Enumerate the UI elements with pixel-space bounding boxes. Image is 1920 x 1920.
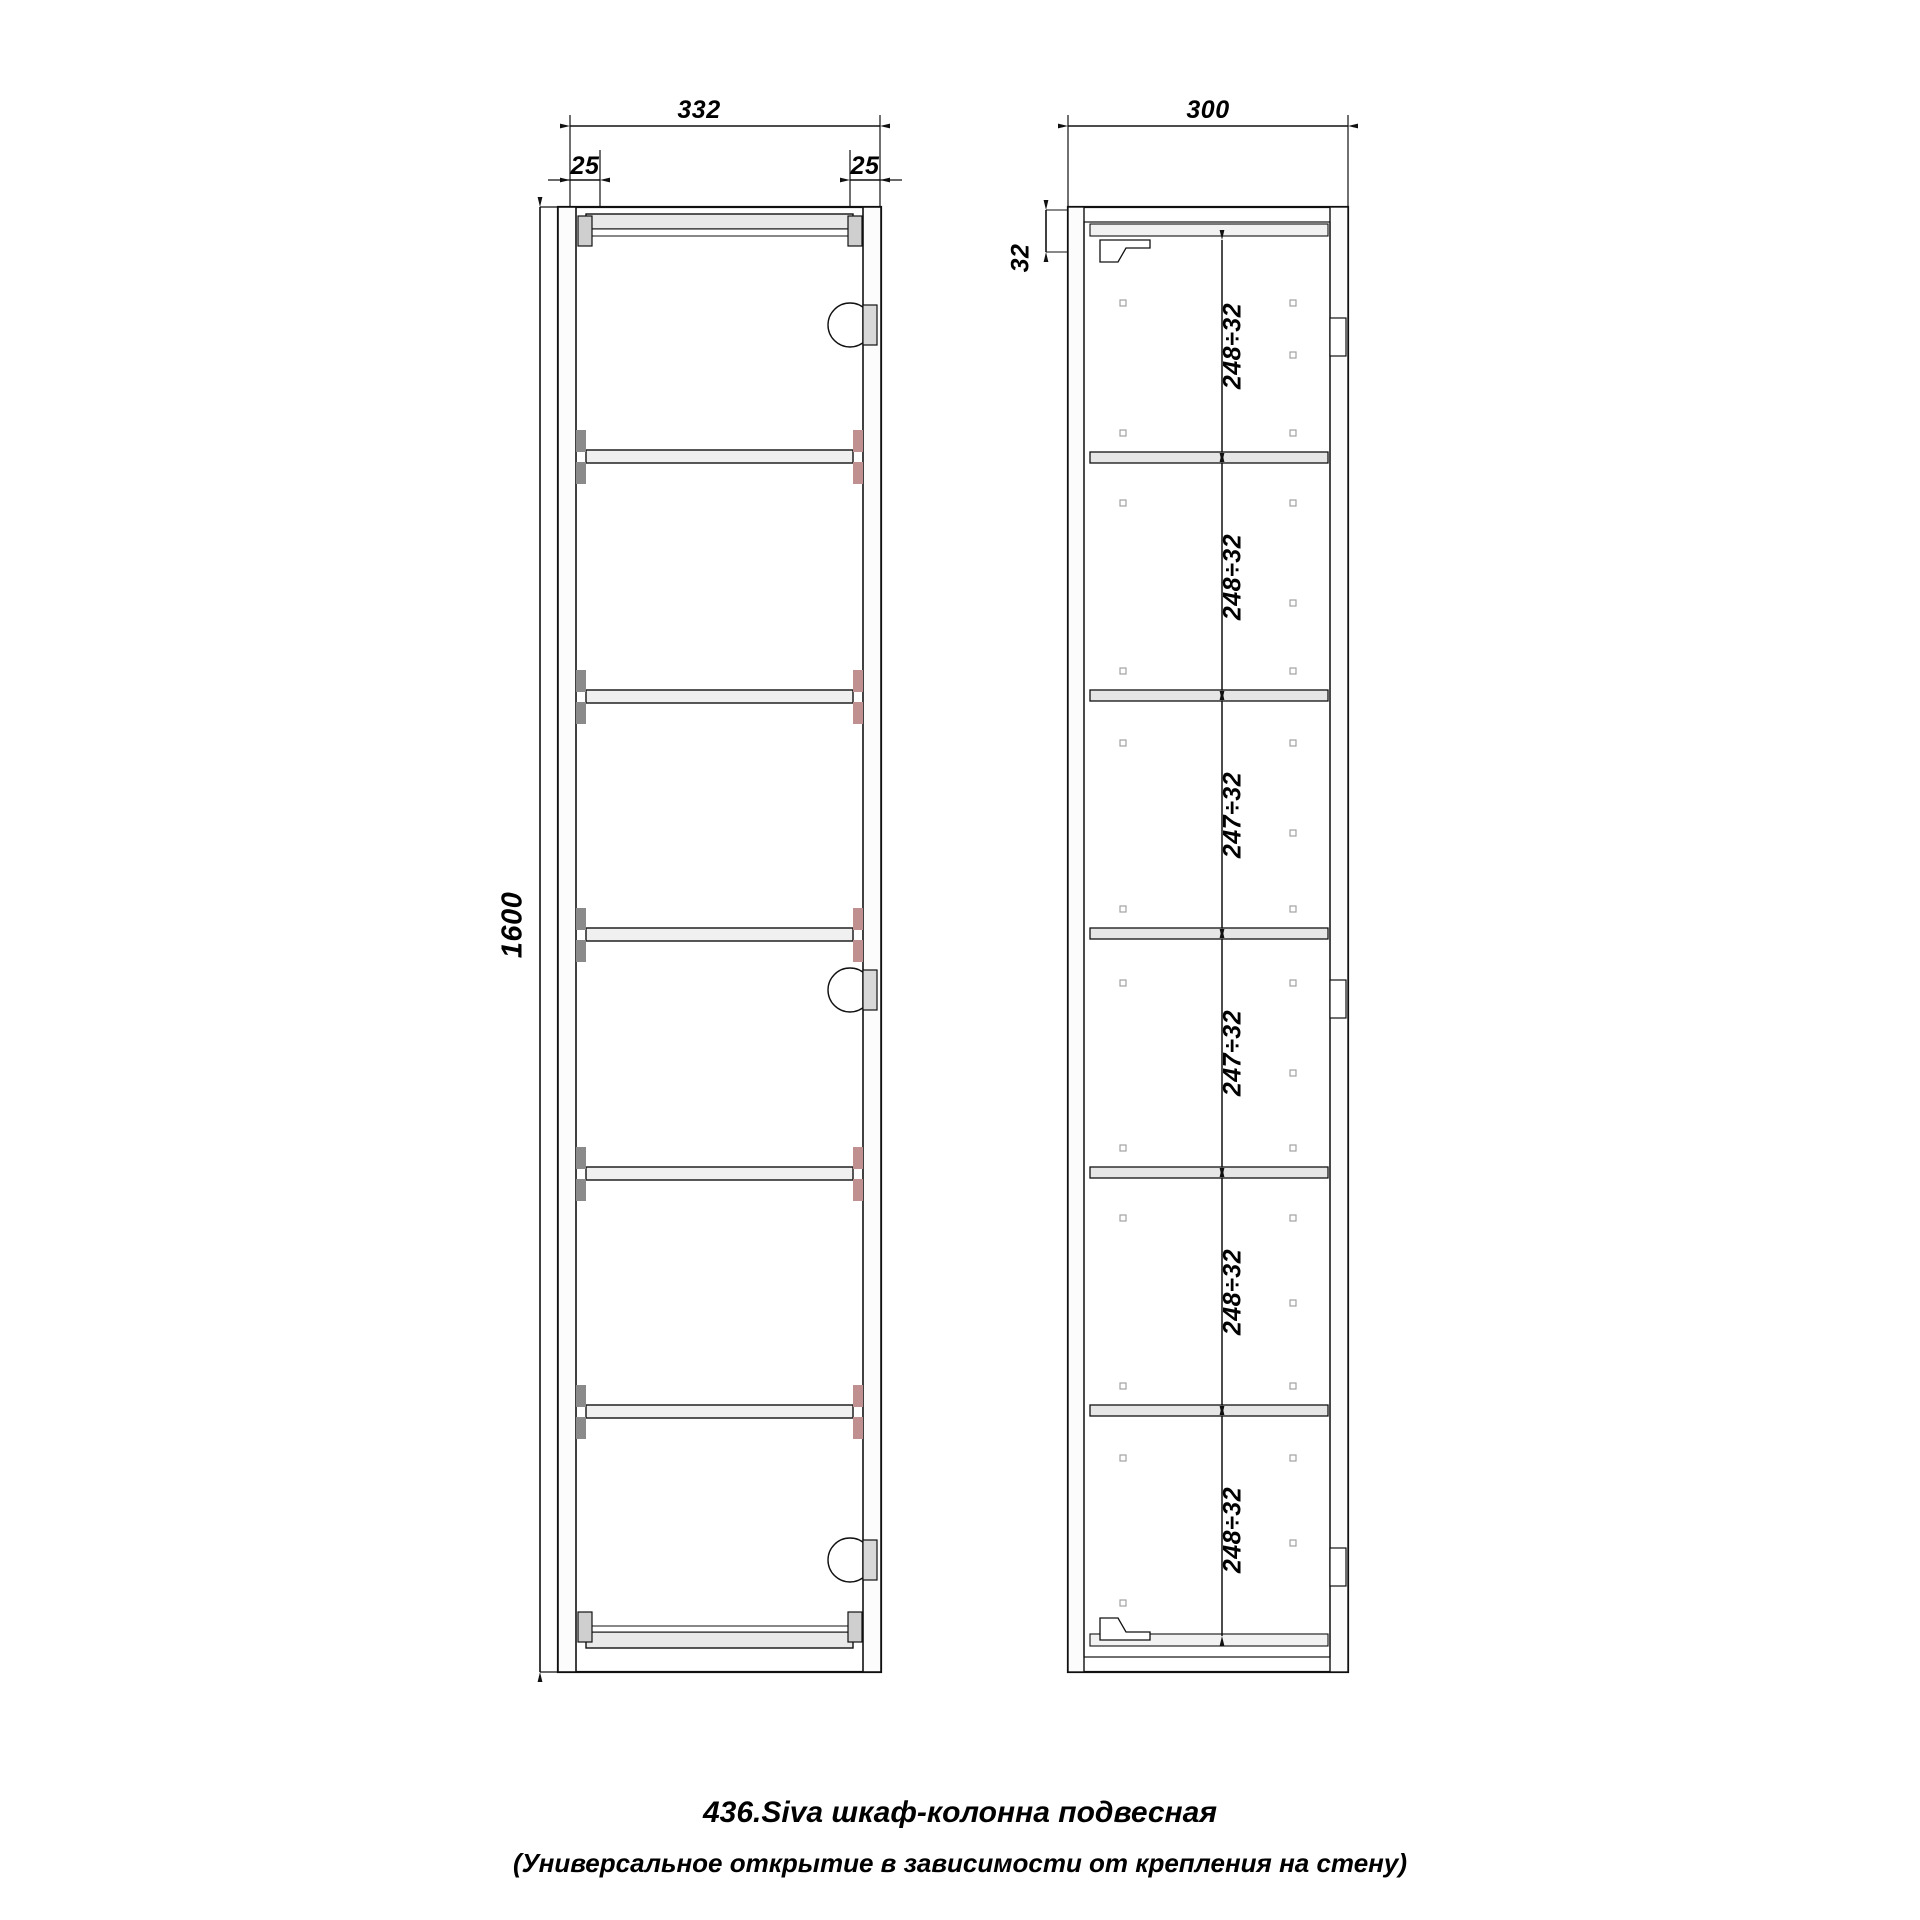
dim-text-front-right-offset: 25 [850, 152, 880, 180]
dim-text-gap-6: 248÷32 [1218, 1486, 1247, 1574]
dim-text-side-top-offset: 32 [1006, 243, 1035, 273]
side-view-body [1068, 207, 1348, 1672]
dim-text-gap-2: 248÷32 [1218, 533, 1247, 621]
drawing-subtitle: (Универсальное открытие в зависимости от крепления на стену) [513, 1848, 1407, 1878]
side-view-extension-lines [1068, 115, 1348, 215]
dim-text-gap-1: 248÷32 [1218, 302, 1247, 390]
dim-text-front-height: 1600 [496, 891, 529, 959]
dim-text-gap-5: 248÷32 [1218, 1248, 1247, 1336]
front-view-body [558, 207, 881, 1672]
dim-text-gap-4: 247÷32 [1218, 1009, 1247, 1097]
side-view [1046, 115, 1348, 1672]
dim-text-side-depth: 300 [1186, 96, 1230, 124]
dim-text-front-left-offset: 25 [570, 152, 600, 180]
dim-text-front-width: 332 [677, 96, 721, 124]
front-view [540, 115, 902, 1672]
drawing-title: 436.Siva шкаф-колонна подвесная [702, 1796, 1218, 1829]
dim-text-gap-3: 247÷32 [1218, 771, 1247, 859]
